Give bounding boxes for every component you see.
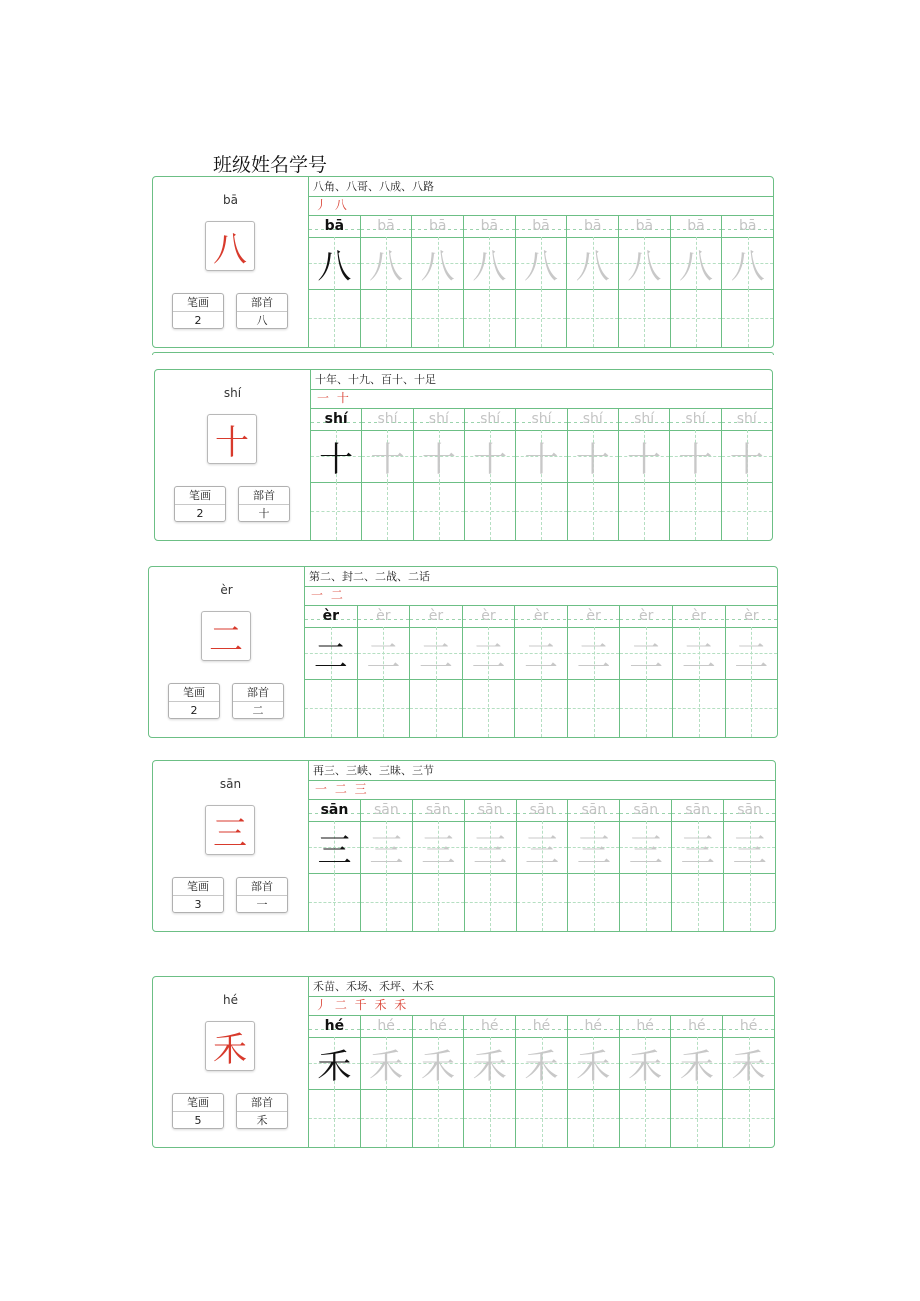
hanzi-char: 二: [681, 636, 716, 677]
pinyin-cell: èr: [358, 605, 410, 628]
pinyin-label: bā: [223, 193, 238, 207]
stroke-count-box: [168, 683, 220, 719]
pinyin-cell: shí: [619, 408, 669, 431]
hanzi-char: 八: [420, 246, 455, 287]
hanzi-char: 二: [576, 636, 611, 677]
hanzi-cell: [722, 430, 772, 483]
stroke-count: 2: [194, 314, 202, 327]
hanzi-char: 十: [370, 439, 405, 480]
hanzi-cell: [620, 821, 671, 874]
empty-practice-cell[interactable]: [568, 1089, 619, 1147]
empty-practice-cell[interactable]: [726, 679, 778, 737]
practice-column: [672, 799, 724, 931]
pinyin-cell: hé: [568, 1015, 619, 1038]
practice-column: [309, 215, 361, 347]
example-words: 八角、八哥、八成、八路: [309, 177, 773, 197]
hanzi-cell: [463, 627, 515, 680]
hanzi-char: 二: [471, 636, 506, 677]
empty-practice-cell[interactable]: [311, 482, 361, 540]
stroke-count: 2: [196, 507, 204, 520]
empty-practice-cell[interactable]: [516, 482, 566, 540]
pinyin-cell: bā: [619, 215, 670, 238]
main-character: 禾: [205, 1021, 255, 1071]
hanzi-char: 十: [524, 439, 559, 480]
character-card: [148, 566, 778, 738]
empty-practice-cell[interactable]: [305, 679, 357, 737]
practice-column: [568, 1015, 620, 1147]
pinyin-cell: sān: [361, 799, 412, 822]
pinyin-cell: hé: [671, 1015, 722, 1038]
empty-practice-cell[interactable]: [361, 289, 412, 347]
practice-column: [671, 215, 723, 347]
hanzi-char: 三: [421, 830, 456, 871]
hanzi-cell: [619, 237, 670, 290]
example-words: 第二、封二、二战、二话: [305, 567, 777, 587]
main-character: 二: [201, 611, 251, 661]
pinyin-cell: sān: [517, 799, 568, 822]
stroke-order: 丿 二 千 禾 禾: [309, 996, 774, 1016]
hanzi-char: 八: [369, 246, 403, 287]
example-words: 十年、十九、百十、十足: [311, 370, 772, 390]
empty-practice-cell[interactable]: [670, 482, 720, 540]
practice-column: [671, 1015, 723, 1147]
empty-practice-cell[interactable]: [515, 679, 567, 737]
hanzi-char: 二: [418, 636, 453, 677]
hanzi-char: 二: [734, 636, 769, 677]
hanzi-cell: [568, 430, 618, 483]
stroke-order: 一 二: [305, 586, 777, 606]
pinyin-cell: bā: [309, 215, 360, 238]
empty-practice-cell[interactable]: [671, 1089, 722, 1147]
header-title: 班级姓名学号: [213, 154, 328, 176]
hanzi-char: 禾: [472, 1046, 507, 1087]
hanzi-char: 二: [524, 636, 559, 677]
practice-column: [620, 799, 672, 931]
practice-column: [465, 799, 517, 931]
main-character: 八: [205, 221, 255, 271]
empty-practice-cell[interactable]: [362, 482, 412, 540]
practice-column: [311, 408, 362, 540]
hanzi-char: 十: [729, 439, 764, 480]
practice-column: [463, 605, 516, 737]
hanzi-char: 二: [366, 636, 401, 677]
practice-column: [620, 1015, 672, 1147]
hanzi-cell: [309, 1037, 360, 1090]
practice-panel: [309, 177, 773, 347]
practice-panel: [309, 761, 775, 931]
practice-column: [464, 215, 516, 347]
empty-practice-cell[interactable]: [673, 679, 725, 737]
hanzi-cell: [722, 237, 773, 290]
hanzi-cell: [465, 430, 515, 483]
empty-practice-cell[interactable]: [567, 289, 618, 347]
stroke-count-box: [172, 1093, 224, 1129]
character-info-panel: [153, 761, 309, 931]
hanzi-cell: [464, 237, 515, 290]
empty-practice-cell[interactable]: [358, 679, 410, 737]
hanzi-cell: [726, 627, 778, 680]
practice-column: [724, 799, 775, 931]
practice-column: [723, 1015, 774, 1147]
hanzi-char: 十: [421, 439, 456, 480]
hanzi-char: 八: [317, 246, 352, 287]
empty-practice-cell[interactable]: [361, 873, 412, 931]
pinyin-cell: shí: [414, 408, 464, 431]
stroke-order: 一 二 三: [309, 780, 775, 800]
hanzi-char: 八: [627, 246, 662, 287]
card-divider: [152, 352, 774, 355]
example-words: 禾苗、禾场、禾坪、木禾: [309, 977, 774, 997]
pinyin-cell: hé: [361, 1015, 412, 1038]
radical-label: 部首: [237, 878, 287, 896]
practice-column: [722, 215, 773, 347]
empty-practice-cell[interactable]: [464, 1089, 515, 1147]
hanzi-cell: [311, 430, 361, 483]
practice-column: [517, 799, 569, 931]
practice-column: [619, 408, 670, 540]
hanzi-char: 禾: [420, 1046, 455, 1087]
hanzi-cell: [723, 1037, 774, 1090]
hanzi-cell: [413, 821, 464, 874]
pinyin-cell: èr: [463, 605, 515, 628]
empty-practice-cell[interactable]: [361, 1089, 412, 1147]
empty-practice-cell[interactable]: [465, 873, 516, 931]
practice-column: [568, 605, 621, 737]
hanzi-cell: [305, 627, 357, 680]
hanzi-char: 禾: [731, 1046, 766, 1087]
example-words: 再三、三峡、三昧、三节: [309, 761, 775, 781]
pinyin-label: shí: [223, 386, 242, 400]
empty-practice-cell[interactable]: [620, 1089, 671, 1147]
radical-box: [236, 293, 288, 329]
hanzi-cell: [361, 237, 412, 290]
hanzi-cell: [516, 237, 567, 290]
empty-practice-cell[interactable]: [463, 679, 515, 737]
practice-column: [567, 215, 619, 347]
empty-practice-cell[interactable]: [309, 1089, 360, 1147]
stroke-count-box: [174, 486, 226, 522]
hanzi-char: 十: [319, 439, 354, 480]
empty-practice-cell[interactable]: [516, 1089, 567, 1147]
character-card: [152, 176, 774, 348]
pinyin-cell: bā: [361, 215, 412, 238]
pinyin-cell: èr: [515, 605, 567, 628]
hanzi-char: 禾: [369, 1046, 404, 1087]
hanzi-cell: [410, 627, 462, 680]
empty-practice-cell[interactable]: [464, 289, 515, 347]
stroke-label: 笔画: [173, 294, 223, 312]
character-info-panel: [149, 567, 305, 737]
character-info-panel: [153, 177, 309, 347]
practice-grid: [309, 215, 773, 347]
practice-column: [465, 408, 516, 540]
character-info-panel: [153, 977, 309, 1147]
hanzi-cell: [671, 237, 722, 290]
hanzi-cell: [724, 821, 775, 874]
hanzi-cell: [568, 627, 620, 680]
empty-practice-cell[interactable]: [309, 873, 360, 931]
hanzi-char: 二: [629, 636, 664, 677]
hanzi-char: 八: [524, 246, 559, 287]
pinyin-cell: hé: [723, 1015, 774, 1038]
pinyin-cell: sān: [724, 799, 775, 822]
practice-column: [309, 799, 361, 931]
radical-value: 八: [256, 314, 268, 327]
empty-practice-cell[interactable]: [412, 289, 463, 347]
hanzi-cell: [361, 821, 412, 874]
character-card: [154, 369, 773, 541]
hanzi-cell: [309, 237, 360, 290]
hanzi-cell: [620, 627, 672, 680]
pinyin-cell: èr: [305, 605, 357, 628]
practice-column: [722, 408, 772, 540]
practice-column: [410, 605, 463, 737]
radical-label: 部首: [233, 684, 283, 702]
pinyin-cell: shí: [670, 408, 720, 431]
stroke-label: 笔画: [175, 487, 225, 505]
hanzi-char: 禾: [628, 1046, 663, 1087]
pinyin-cell: èr: [620, 605, 672, 628]
practice-column: [464, 1015, 516, 1147]
practice-column: [309, 1015, 361, 1147]
pinyin-cell: èr: [568, 605, 620, 628]
pinyin-cell: sān: [309, 799, 360, 822]
practice-column: [361, 799, 413, 931]
hanzi-char: 十: [473, 439, 508, 480]
practice-column: [361, 1015, 413, 1147]
empty-practice-cell[interactable]: [568, 873, 619, 931]
practice-column: [620, 605, 673, 737]
empty-practice-cell[interactable]: [620, 873, 671, 931]
radical-value: 禾: [256, 1114, 268, 1127]
pinyin-cell: hé: [413, 1015, 464, 1038]
pinyin-cell: shí: [722, 408, 772, 431]
hanzi-cell: [516, 1037, 567, 1090]
empty-practice-cell[interactable]: [619, 482, 669, 540]
pinyin-cell: sān: [465, 799, 516, 822]
practice-column: [619, 215, 671, 347]
pinyin-cell: sān: [672, 799, 723, 822]
hanzi-char: 三: [473, 830, 508, 871]
pinyin-cell: shí: [465, 408, 515, 431]
hanzi-char: 禾: [317, 1046, 352, 1087]
empty-practice-cell[interactable]: [414, 482, 464, 540]
practice-panel: [305, 567, 777, 737]
practice-column: [673, 605, 726, 737]
hanzi-char: 八: [575, 246, 610, 287]
practice-column: [362, 408, 413, 540]
hanzi-cell: [515, 627, 567, 680]
hanzi-cell: [309, 821, 360, 874]
main-character: 三: [205, 805, 255, 855]
pinyin-cell: shí: [362, 408, 412, 431]
radical-label: 部首: [237, 294, 287, 312]
hanzi-char: 三: [628, 830, 663, 871]
radical-box: [236, 877, 288, 913]
radical-label: 部首: [237, 1094, 287, 1112]
stroke-count-box: [172, 877, 224, 913]
practice-panel: [309, 977, 774, 1147]
pinyin-cell: hé: [464, 1015, 515, 1038]
pinyin-cell: shí: [568, 408, 618, 431]
hanzi-cell: [464, 1037, 515, 1090]
hanzi-char: 八: [472, 246, 507, 287]
main-character: 十: [207, 414, 257, 464]
pinyin-cell: èr: [726, 605, 778, 628]
hanzi-cell: [465, 821, 516, 874]
empty-practice-cell[interactable]: [465, 482, 515, 540]
empty-practice-cell[interactable]: [568, 482, 618, 540]
hanzi-char: 三: [369, 830, 404, 871]
hanzi-cell: [620, 1037, 671, 1090]
stroke-count-box: [172, 293, 224, 329]
practice-column: [568, 799, 620, 931]
practice-column: [361, 215, 413, 347]
practice-column: [515, 605, 568, 737]
pinyin-cell: shí: [516, 408, 566, 431]
radical-value: 一: [256, 898, 268, 911]
practice-column: [413, 799, 465, 931]
hanzi-char: 禾: [576, 1046, 611, 1087]
character-info-panel: [155, 370, 311, 540]
hanzi-cell: [671, 1037, 722, 1090]
pinyin-cell: sān: [620, 799, 671, 822]
hanzi-char: 禾: [679, 1046, 714, 1087]
hanzi-char: 十: [627, 439, 662, 480]
pinyin-cell: bā: [516, 215, 567, 238]
empty-practice-cell[interactable]: [672, 873, 723, 931]
hanzi-char: 三: [576, 830, 611, 871]
hanzi-char: 十: [678, 439, 713, 480]
hanzi-cell: [362, 430, 412, 483]
hanzi-char: 八: [679, 246, 714, 287]
practice-column: [516, 215, 568, 347]
hanzi-cell: [670, 430, 720, 483]
radical-box: [238, 486, 290, 522]
character-card: [152, 760, 776, 932]
pinyin-cell: shí: [311, 408, 361, 431]
hanzi-char: 二: [313, 636, 348, 677]
hanzi-cell: [412, 237, 463, 290]
pinyin-cell: bā: [722, 215, 773, 238]
hanzi-cell: [672, 821, 723, 874]
practice-column: [358, 605, 411, 737]
practice-grid: [305, 605, 777, 737]
pinyin-cell: sān: [568, 799, 619, 822]
pinyin-cell: bā: [671, 215, 722, 238]
practice-column: [516, 408, 567, 540]
radical-label: 部首: [239, 487, 289, 505]
hanzi-cell: [358, 627, 410, 680]
stroke-order: 一 十: [311, 389, 772, 409]
practice-grid: [309, 799, 775, 931]
pinyin-cell: sān: [413, 799, 464, 822]
empty-practice-cell[interactable]: [517, 873, 568, 931]
practice-column: [516, 1015, 568, 1147]
hanzi-char: 八: [730, 246, 765, 287]
hanzi-char: 三: [732, 830, 767, 871]
radical-value: 二: [252, 704, 264, 717]
radical-box: [236, 1093, 288, 1129]
hanzi-cell: [414, 430, 464, 483]
empty-practice-cell[interactable]: [723, 1089, 774, 1147]
stroke-label: 笔画: [169, 684, 219, 702]
empty-practice-cell[interactable]: [309, 289, 360, 347]
hanzi-cell: [568, 821, 619, 874]
hanzi-cell: [413, 1037, 464, 1090]
hanzi-char: 三: [680, 830, 715, 871]
empty-practice-cell[interactable]: [619, 289, 670, 347]
practice-column: [412, 215, 464, 347]
stroke-count: 3: [194, 898, 202, 911]
empty-practice-cell[interactable]: [722, 482, 772, 540]
pinyin-cell: bā: [567, 215, 618, 238]
pinyin-label: sān: [219, 777, 242, 791]
hanzi-char: 三: [525, 830, 559, 871]
practice-column: [414, 408, 465, 540]
pinyin-cell: bā: [464, 215, 515, 238]
empty-practice-cell[interactable]: [568, 679, 620, 737]
empty-practice-cell[interactable]: [516, 289, 567, 347]
pinyin-label: èr: [220, 583, 233, 597]
radical-value: 十: [258, 507, 270, 520]
stroke-count: 2: [190, 704, 198, 717]
hanzi-cell: [567, 237, 618, 290]
hanzi-char: 禾: [524, 1046, 559, 1087]
stroke-order: 丿 八: [309, 196, 773, 216]
hanzi-cell: [619, 430, 669, 483]
stroke-count: 5: [194, 1114, 202, 1127]
stroke-label: 笔画: [173, 1094, 223, 1112]
empty-practice-cell[interactable]: [413, 1089, 464, 1147]
empty-practice-cell[interactable]: [410, 679, 462, 737]
pinyin-label: hé: [223, 993, 238, 1007]
stroke-label: 笔画: [173, 878, 223, 896]
empty-practice-cell[interactable]: [722, 289, 773, 347]
practice-grid: [311, 408, 772, 540]
practice-column: [305, 605, 358, 737]
practice-grid: [309, 1015, 774, 1147]
practice-panel: [311, 370, 772, 540]
empty-practice-cell[interactable]: [413, 873, 464, 931]
pinyin-cell: hé: [516, 1015, 567, 1038]
empty-practice-cell[interactable]: [620, 679, 672, 737]
practice-column: [726, 605, 778, 737]
practice-column: [568, 408, 619, 540]
pinyin-cell: hé: [309, 1015, 360, 1038]
hanzi-cell: [517, 821, 568, 874]
empty-practice-cell[interactable]: [671, 289, 722, 347]
hanzi-cell: [516, 430, 566, 483]
hanzi-char: 十: [575, 439, 610, 480]
character-card: [152, 976, 775, 1148]
pinyin-cell: bā: [412, 215, 463, 238]
practice-column: [413, 1015, 465, 1147]
pinyin-cell: hé: [620, 1015, 671, 1038]
hanzi-cell: [568, 1037, 619, 1090]
radical-box: [232, 683, 284, 719]
practice-column: [670, 408, 721, 540]
hanzi-char: 三: [317, 830, 352, 871]
hanzi-cell: [673, 627, 725, 680]
empty-practice-cell[interactable]: [724, 873, 775, 931]
pinyin-cell: èr: [410, 605, 462, 628]
hanzi-cell: [361, 1037, 412, 1090]
pinyin-cell: èr: [673, 605, 725, 628]
